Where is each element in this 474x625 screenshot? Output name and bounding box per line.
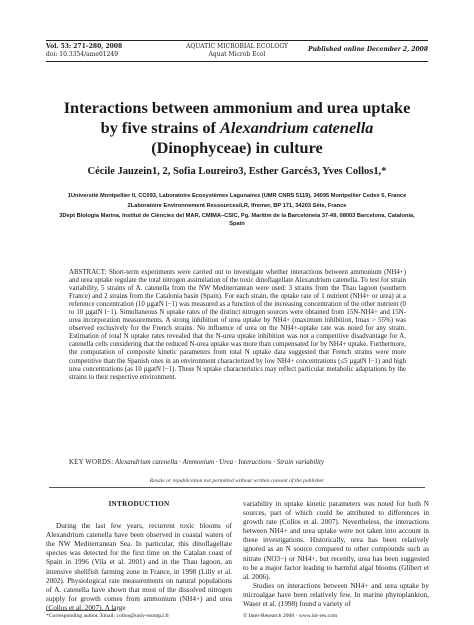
left-column xyxy=(46,500,232,613)
keywords-text: Alexandrium catenella · Ammonium · Urea · Interactions · Strain variability xyxy=(115,459,325,466)
section-heading: INTRODUCTION xyxy=(108,500,170,508)
title-line-3: (Dinophyceae) in culture xyxy=(151,138,323,157)
resale-notice: Resale or republication not permitted without written consent of the publisher xyxy=(149,478,325,484)
doi-line: doi: 10.3354/ame01249 xyxy=(46,50,119,58)
intro-paragraph-1: During the last few years, recurrent toxic blooms of Alexandrium catenella have been observed in coastal waters of the NW Mediterranean Sea. In particular, this dinoflagellate species was detected for the first time on the Catalan coast of Spain in 1996 (Vila et al. 2001) and in the Thau lagoon, an intensive shellfish farming zone in France, in 1998 (Lilly et al. 2002). Physiological rate measurements on natural populations of A. catenella have shown that most of the dissolved nitrogen supply for growth comes from ammonium (NH4+) and urea (Collos et al. 2007). A large xyxy=(46,522,232,612)
title-species: Alexandrium catenella xyxy=(220,118,374,137)
keywords xyxy=(69,459,406,466)
affiliation-3: 3Dept Biologia Marina, Institut de Ciències del MAR, CMIMA–CSIC, Pg. Marítim de la Barceloneta 37-49, 08003 Barcelona, Catalonia, Spain xyxy=(59,213,415,227)
article-title xyxy=(40,98,434,158)
intro-paragraph-2: variability in uptake kinetic parameters was noted for both N sources, part of which could be attributed to differences in growth rate (Collos et al. 2007). Nevertheless, the interactions between NH4+ and urea uptake were not taken into account in these investigations. Historically, urea has been relatively ignored as an N source compared to other compounds such as nitrate (NO3−) or NH4+, but recently, urea has been suggested to be a major factor leading to harmful algal blooms (Glibert et al. 2006). xyxy=(243,500,429,581)
affiliations xyxy=(56,193,418,231)
journal-header xyxy=(46,40,428,62)
title-line-2 xyxy=(40,118,434,138)
title-line-1: Interactions between ammonium and urea uptake xyxy=(63,98,411,117)
copyright: © Inter-Research 2008 · www.int-res.com xyxy=(243,613,338,619)
divider xyxy=(49,487,425,488)
published-date: Published online December 2, 2008 xyxy=(308,46,428,53)
journal-abbrev: Aquat Microb Ecol xyxy=(208,50,266,58)
intro-paragraph-3: Studies on interactions between NH4+ and urea uptake by microalgae have been relatively few. In marine phytoplankton, Waser et al. (1998) found a variety of xyxy=(243,581,429,609)
footnote-rule xyxy=(46,610,116,611)
corresponding-author: *Corresponding author. Email: collos@univ-montp2.fr xyxy=(46,613,170,619)
affiliation-1: 1Université Montpellier II, CC093, Laboratoire Ecosystèmes Lagunaires (UMR CNRS 5119), 34095 Montpellier Cedex 5, France xyxy=(67,193,407,199)
title-line-2-text: by five strains of xyxy=(100,118,221,137)
volume-line: Vol. 53: 271–280, 2008 xyxy=(46,43,123,50)
journal-name: AQUATIC MICROBIAL ECOLOGY xyxy=(186,43,288,50)
keywords-label: KEY WORDS: xyxy=(69,459,114,466)
abstract: ABSTRACT: Short-term experiments were carried out to investigate whether interactions between ammonium (NH4+) and urea uptake regulate the total nitrogen assimilation of the toxic dinoflagellate Alexandrium catenella. To test for strain variability, 5 strains of A. catenella from the NW Mediterranean were used: 3 strains from the Thau lagoon (southern France) and 2 strains from the Catalonia basin (Spain). For each strain, the uptake rate of 1 nutrient (NH4+ or urea) at a reference concentration (10 µgatN l−1) was measured as a function of the increasing concentration of the other nutrient (0 to 10 µgatN l−1). Simultaneous N uptake rates of the distinct nitrogen sources were obtained from 15N-NH4+ and 15N-urea incorporation measurements. A strong inhibition of urea uptake by NH4+ (maximum inhibition, Imax > 55%) was observed exclusively for the French strains. No influence of urea on the NH4+-uptake rate was noted for any strain. Estimation of total N uptake rates revealed that the N-urea uptake inhibition was not a competitive disadvantage for A. catenella cells considering that the reduced N-urea uptake was more than compensated for by NH4+ uptake. Furthermore, the computation of composite kinetic parameters from total N uptake data suggested that French strains were more competitive than the Spanish ones in an environment characterized by low NH4+ concentrations (≤5 µgatN l−1) and high urea concentrations (as 10 µgatN l−1). These N uptake characteristics may reflect particular metabolic adaptations by the strains to their respective environment. xyxy=(69,269,406,381)
right-column xyxy=(243,500,429,609)
author-list: Cécile Jauzein1, 2, Sofia Loureiro3, Esther Garcés3, Yves Collos1,* xyxy=(87,166,387,177)
affiliation-2: 2Laboratoire Environnement Ressources/LR, Ifremer, BP 171, 34203 Sète, France xyxy=(127,203,347,209)
